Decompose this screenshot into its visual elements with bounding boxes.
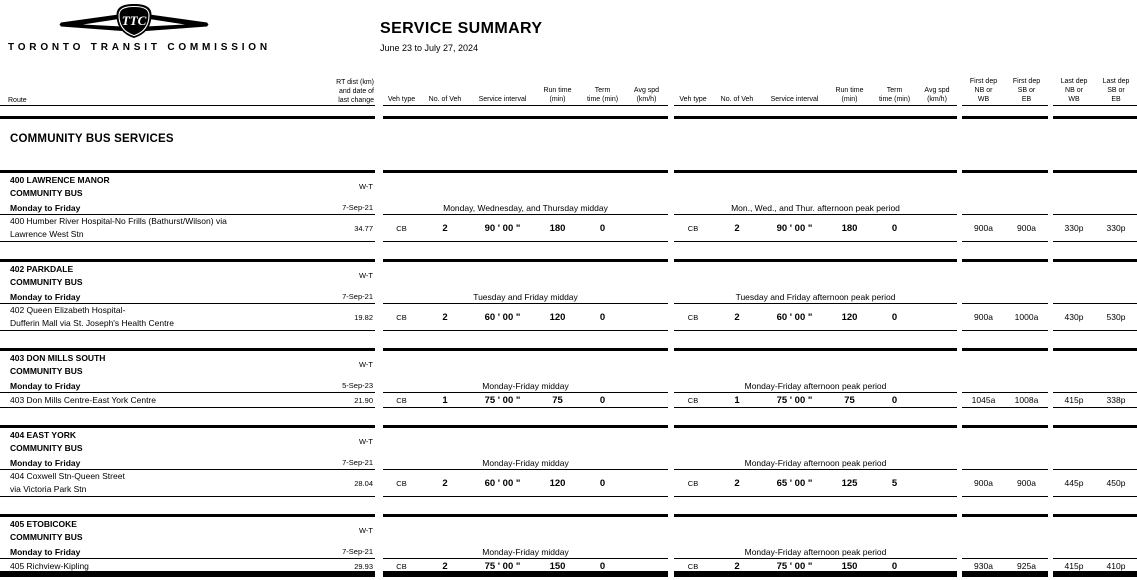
service-interval-value: 75 ' 00 "	[484, 394, 521, 406]
period2-label: Monday-Friday afternoon peak period	[674, 544, 957, 559]
run-time-value: 75	[844, 394, 855, 406]
period1-values	[383, 393, 668, 408]
period2-label: Mon., Wed., and Thur. afternoon peak period	[674, 200, 957, 215]
header-veh-type: Veh type	[679, 96, 707, 103]
header-line: EB	[1021, 96, 1032, 103]
run-time-value: 125	[841, 477, 858, 489]
branch-row	[0, 393, 375, 408]
page-title: SERVICE SUMMARY	[380, 20, 543, 37]
header-first-dep-group	[962, 60, 1048, 106]
no-of-veh-value: 1	[734, 394, 740, 406]
first-dep-sb-eb-value: 900a	[1017, 223, 1036, 233]
header-last-dep-sb-eb	[1095, 77, 1137, 104]
period2-label: Tuesday and Friday afternoon peak period	[674, 289, 957, 304]
schedule-days: Monday to Friday	[10, 381, 81, 391]
route-name	[0, 517, 305, 544]
term-time-value: 0	[891, 222, 898, 234]
route-block	[0, 348, 1137, 408]
service-interval-value: 90 ' 00 "	[484, 222, 521, 234]
veh-type-value: CB	[396, 312, 407, 322]
run-time-value: 180	[549, 222, 566, 234]
route-name	[0, 351, 305, 378]
brand-name: TORONTO TRANSIT COMMISSION	[8, 42, 271, 53]
change-code: W-T	[358, 437, 373, 446]
term-time-value: 0	[599, 560, 606, 572]
period2-label: Monday-Friday afternoon peak period	[674, 378, 957, 393]
header-service-interval: Service interval	[478, 96, 527, 103]
no-of-veh-value: 2	[442, 560, 448, 572]
last-dep-sb-eb-value: 338p	[1106, 395, 1126, 405]
branch-name-line1: 403 Don Mills Centre-East York Centre	[10, 394, 156, 405]
change-date: 7-Sep-21	[342, 547, 373, 556]
veh-type-value: CB	[687, 478, 699, 488]
route-name-line2: COMMUNITY BUS	[10, 442, 83, 453]
first-dep-nb-wb-value: 900a	[974, 312, 993, 322]
schedule-days: Monday to Friday	[10, 547, 81, 557]
header-line: Last dep	[1060, 78, 1088, 85]
branch-name-line1: 404 Coxwell Stn-Queen Street	[10, 471, 125, 481]
header-last-dep-nb-wb	[1053, 77, 1095, 104]
route-title-row	[0, 351, 375, 378]
branch-row	[0, 215, 375, 242]
header-service-interval: Service interval	[770, 96, 819, 103]
header-period2-group	[674, 60, 957, 106]
service-interval-value: 60 ' 00 "	[484, 311, 521, 323]
header-line: (min)	[549, 96, 566, 103]
last-dep-nb-wb-value: 415p	[1064, 395, 1084, 405]
header-route: Route	[8, 97, 27, 104]
header-avg-spd	[917, 86, 957, 104]
change-code: W-T	[358, 271, 373, 280]
branch-name	[0, 394, 305, 407]
branch-name-line1: 402 Queen Elizabeth Hospital-	[10, 305, 126, 315]
run-time-value: 150	[841, 560, 858, 572]
header-line: SB or	[1017, 87, 1036, 94]
schedule-row	[0, 455, 375, 470]
header-line: SB or	[1107, 87, 1125, 94]
route-block	[0, 170, 1137, 242]
header-line: Run time	[543, 87, 572, 94]
header-line: WB	[977, 96, 990, 103]
branch-name-line1: 405 Richview-Kipling	[10, 560, 89, 571]
period1-label: Tuesday and Friday midday	[383, 289, 668, 304]
header-first-dep-nb-wb	[962, 77, 1005, 104]
last-dep-nb-wb-value: 415p	[1064, 561, 1084, 571]
header-line: First dep	[969, 78, 998, 85]
no-of-veh-value: 2	[734, 477, 740, 489]
route-name-line1: 400 LAWRENCE MANOR	[10, 175, 110, 185]
header-route-group	[0, 60, 375, 106]
route-name	[0, 262, 305, 289]
last-dep-nb-wb-value: 430p	[1064, 312, 1084, 322]
service-interval-value: 60 ' 00 "	[776, 311, 813, 323]
term-time-value: 0	[599, 222, 606, 234]
route-name	[0, 173, 305, 200]
period2-values	[674, 393, 957, 408]
service-interval-value: 60 ' 00 "	[484, 477, 521, 489]
change-date: 5-Sep-23	[342, 381, 373, 390]
header-line: (km/h)	[636, 96, 657, 103]
first-dep-sb-eb-value: 1008a	[1014, 395, 1039, 405]
run-time-value: 150	[549, 560, 566, 572]
period2-values	[674, 304, 957, 331]
route-block	[0, 514, 1137, 574]
first-dep-nb-wb-value: 1045a	[971, 395, 996, 405]
header-line: and date of	[338, 88, 374, 95]
change-code: W-T	[358, 526, 373, 535]
veh-type-value: CB	[396, 561, 407, 571]
no-of-veh-value: 1	[442, 394, 448, 406]
period1-label: Monday-Friday midday	[383, 378, 668, 393]
period1-values	[383, 215, 668, 242]
route-title-row	[0, 428, 375, 455]
header-run-time	[535, 86, 580, 104]
header-line: NB or	[974, 87, 993, 94]
header-period1-group	[383, 60, 668, 106]
header-line: First dep	[1012, 78, 1041, 85]
first-dep-values	[962, 304, 1048, 331]
last-dep-sb-eb-value: 330p	[1106, 223, 1126, 233]
period2-values	[674, 470, 957, 497]
document-title-block	[380, 20, 542, 53]
period1-label: Monday-Friday midday	[383, 455, 668, 470]
schedule-row	[0, 289, 375, 304]
branch-row	[0, 470, 375, 497]
no-of-veh-value: 2	[442, 222, 448, 234]
first-dep-nb-wb-value: 900a	[974, 223, 993, 233]
ttc-logo-icon	[58, 3, 210, 39]
period1-label: Monday, Wednesday, and Thursday midday	[383, 200, 668, 215]
term-time-value: 5	[891, 477, 898, 489]
branch-name-line2: Dufferin Mall via St. Joseph's Health Centre	[10, 318, 174, 328]
rt-dist-value: 19.82	[354, 312, 373, 322]
branch-row	[0, 304, 375, 331]
header-line: Avg spd	[633, 87, 660, 94]
last-dep-nb-wb-value: 330p	[1064, 223, 1084, 233]
veh-type-value: CB	[687, 561, 699, 571]
route-name-line1: 405 ETOBICOKE	[10, 519, 77, 529]
no-of-veh-value: 2	[734, 222, 740, 234]
change-code: W-T	[358, 182, 373, 191]
header-line: EB	[1111, 96, 1121, 103]
run-time-value: 120	[549, 311, 566, 323]
section-title: COMMUNITY BUS SERVICES	[10, 133, 174, 145]
schedule-row	[0, 544, 375, 559]
veh-type-value: CB	[396, 478, 407, 488]
brand-block	[8, 3, 271, 53]
route-block	[0, 259, 1137, 331]
first-dep-sb-eb-value: 900a	[1017, 478, 1036, 488]
header-line: Term	[594, 87, 611, 94]
last-dep-sb-eb-value: 450p	[1106, 478, 1126, 488]
rt-dist-value: 34.77	[354, 223, 373, 233]
header-no-of-veh: No. of Veh	[428, 96, 462, 103]
svg-text:TTC: TTC	[121, 13, 147, 28]
veh-type-value: CB	[396, 395, 407, 405]
rt-dist-value: 28.04	[354, 478, 373, 488]
branch-name-line1: 400 Humber River Hospital-No Frills (Bathurst/Wilson) via	[10, 216, 227, 226]
term-time-value: 0	[599, 394, 606, 406]
schedule-row	[0, 200, 375, 215]
first-dep-sb-eb-value: 925a	[1017, 561, 1036, 571]
no-of-veh-value: 2	[734, 560, 740, 572]
header-run-time	[827, 86, 872, 104]
service-interval-value: 65 ' 00 "	[776, 477, 813, 489]
no-of-veh-value: 2	[442, 311, 448, 323]
last-dep-sb-eb-value: 530p	[1106, 312, 1126, 322]
header-line: time (min)	[586, 96, 619, 103]
header-line: (km/h)	[927, 96, 947, 103]
header-line: last change	[338, 97, 374, 104]
veh-type-value: CB	[396, 223, 407, 233]
rt-dist-value: 29.93	[354, 561, 373, 571]
last-dep-nb-wb-value: 445p	[1064, 478, 1084, 488]
veh-type-value: CB	[687, 312, 699, 322]
run-time-value: 75	[552, 394, 563, 406]
last-dep-sb-eb-value: 410p	[1106, 561, 1126, 571]
service-interval-value: 75 ' 00 "	[776, 560, 813, 572]
period1-values	[383, 470, 668, 497]
run-time-value: 120	[549, 477, 566, 489]
branch-name	[0, 215, 305, 241]
route-name-line1: 402 PARKDALE	[10, 264, 74, 274]
table-header-row	[0, 60, 1137, 106]
route-name-line2: COMMUNITY BUS	[10, 531, 83, 542]
no-of-veh-value: 2	[442, 477, 448, 489]
branch-name-line2: via Victoria Park Stn	[10, 484, 87, 494]
header-line: WB	[1068, 96, 1080, 103]
header-line: Run time	[835, 87, 864, 94]
route-name-line2: COMMUNITY BUS	[10, 276, 83, 287]
route-title-row	[0, 517, 375, 544]
rt-dist-value: 21.90	[354, 395, 373, 405]
last-dep-values	[1053, 215, 1137, 242]
route-name-line1: 404 EAST YORK	[10, 430, 76, 440]
term-time-value: 0	[599, 311, 606, 323]
service-interval-value: 75 ' 00 "	[484, 560, 521, 572]
header-no-of-veh: No. of Veh	[720, 96, 754, 103]
header-term-time	[580, 86, 625, 104]
change-code: W-T	[358, 360, 373, 369]
period2-values	[674, 215, 957, 242]
schedule-days: Monday to Friday	[10, 203, 81, 213]
veh-type-value: CB	[687, 395, 699, 405]
run-time-value: 180	[841, 222, 858, 234]
route-name	[0, 428, 305, 455]
period1-values	[383, 304, 668, 331]
date-range: June 23 to July 27, 2024	[380, 43, 479, 53]
first-dep-nb-wb-value: 900a	[974, 478, 993, 488]
branch-name	[0, 304, 305, 330]
service-interval-value: 75 ' 00 "	[776, 394, 813, 406]
route-title-row	[0, 173, 375, 200]
first-dep-nb-wb-value: 930a	[974, 561, 993, 571]
period1-label: Monday-Friday midday	[383, 544, 668, 559]
header-term-time	[872, 86, 917, 104]
route-name-line1: 403 DON MILLS SOUTH	[10, 353, 106, 363]
route-name-line2: COMMUNITY BUS	[10, 187, 83, 198]
header-line: Avg spd	[924, 87, 950, 94]
route-title-row	[0, 262, 375, 289]
first-dep-values	[962, 470, 1048, 497]
header-rt-dist	[305, 78, 375, 105]
term-time-value: 0	[891, 311, 898, 323]
header-line: NB or	[1065, 87, 1083, 94]
header-line: Term	[886, 87, 903, 94]
change-date: 7-Sep-21	[342, 292, 373, 301]
change-date: 7-Sep-21	[342, 458, 373, 467]
last-dep-values	[1053, 470, 1137, 497]
period2-label: Monday-Friday afternoon peak period	[674, 455, 957, 470]
header-last-dep-group	[1053, 60, 1137, 106]
header-line: RT dist (km)	[336, 79, 374, 86]
header-line: (min)	[841, 96, 858, 103]
last-dep-values	[1053, 304, 1137, 331]
header-rule	[0, 116, 1137, 119]
header-line: Last dep	[1102, 78, 1130, 85]
header-line: time (min)	[878, 96, 911, 103]
route-name-line2: COMMUNITY BUS	[10, 365, 83, 376]
schedule-days: Monday to Friday	[10, 292, 81, 302]
run-time-value: 120	[841, 311, 858, 323]
no-of-veh-value: 2	[734, 311, 740, 323]
next-block-rule	[0, 571, 1137, 577]
first-dep-values	[962, 393, 1048, 408]
header-veh-type: Veh type	[387, 96, 416, 103]
header-avg-spd	[625, 86, 668, 104]
schedule-row	[0, 378, 375, 393]
term-time-value: 0	[599, 477, 606, 489]
change-date: 7-Sep-21	[342, 203, 373, 212]
service-interval-value: 90 ' 00 "	[776, 222, 813, 234]
term-time-value: 0	[891, 394, 898, 406]
veh-type-value: CB	[687, 223, 699, 233]
branch-name-line2: Lawrence West Stn	[10, 229, 84, 239]
route-block	[0, 425, 1137, 497]
header-first-dep-sb-eb	[1005, 77, 1048, 104]
term-time-value: 0	[891, 560, 898, 572]
last-dep-values	[1053, 393, 1137, 408]
branch-name	[0, 470, 305, 496]
routes-table	[0, 170, 1137, 580]
first-dep-values	[962, 215, 1048, 242]
schedule-days: Monday to Friday	[10, 458, 81, 468]
first-dep-sb-eb-value: 1000a	[1014, 312, 1039, 322]
